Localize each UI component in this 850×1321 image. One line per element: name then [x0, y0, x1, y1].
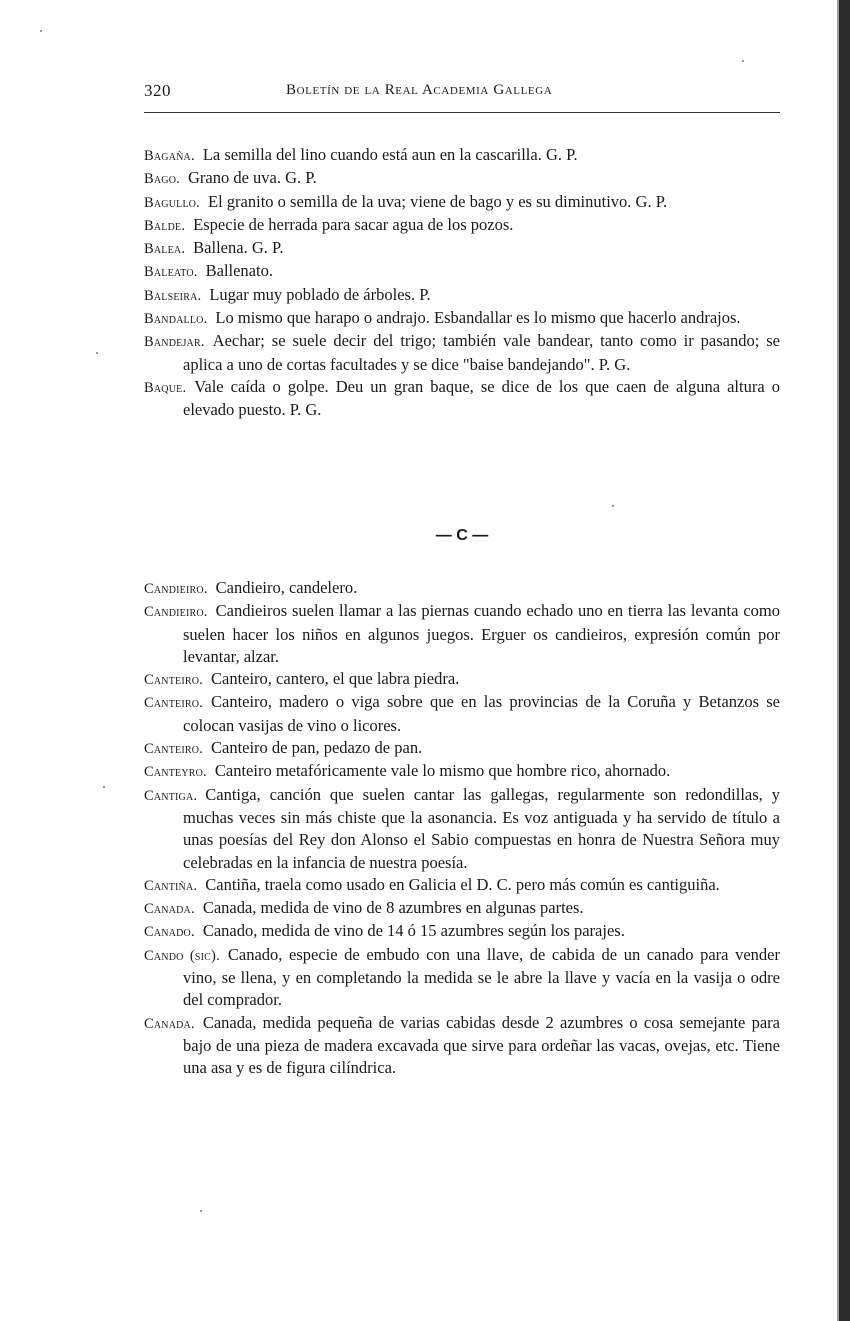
dictionary-entry [144, 330, 780, 376]
entry-definition: Canada, medida de vino de 8 azumbres en algunas partes. [202, 898, 584, 918]
dictionary-entry [144, 191, 780, 214]
entry-headword: Bandallo. [144, 311, 208, 328]
section-c-entries [144, 577, 780, 1080]
page-edge [839, 0, 850, 1321]
entry-definition: Lo mismo que harapo o andrajo. Esbandallar es lo mismo que hacerlo andrajos. [215, 308, 741, 328]
entry-headword: Balde. [144, 217, 186, 234]
entry-definition: Canada, medida pequeña de varias cabidas desde 2 azumbres o cosa semejante para bajo de una pieza de madera excavada que sirve para ordeñar las vacas, ovejas, etc. Tiene una asa y es de figura cilíndrica. [183, 1012, 780, 1078]
entry-definition: Canteiro, madero o viga sobre que en las provincias de la Coruña y Betanzos se colocan vasijas de vino o licores. [183, 692, 780, 735]
entry-headword: Bago. [144, 171, 180, 188]
dictionary-entry [144, 284, 780, 307]
entry-definition: Canteiro metafóricamente vale lo mismo que hombre rico, ahornado. [214, 761, 671, 781]
entry-headword: Canteyro. [144, 764, 207, 781]
entry-headword: Baque. [144, 379, 187, 396]
page-header [144, 81, 780, 105]
entry-headword: Bagullo. [144, 194, 200, 211]
dictionary-entry [144, 144, 780, 167]
entry-definition: Vale caída o golpe. Deu un gran baque, se dice de los que caen de alguna altura o elevado puesto. P. G. [183, 376, 780, 420]
entry-definition: Candieiro, candelero. [215, 578, 358, 597]
dictionary-entry [144, 260, 780, 283]
entry-definition: Grano de uva. G. P. [187, 168, 317, 188]
entry-definition: Canteiro de pan, pedazo de pan. [210, 738, 423, 758]
scan-speck [103, 786, 105, 788]
entry-definition: Canado, medida de vino de 14 ó 15 azumbres según los parajes. [202, 921, 625, 941]
entry-headword: Bandejar. [144, 334, 205, 351]
dictionary-entry [144, 577, 780, 600]
scan-speck [612, 505, 614, 507]
entry-definition: Ballena. G. P. [193, 238, 284, 258]
entry-headword: Baleato. [144, 264, 198, 281]
entry-headword: Candieiro. [144, 581, 208, 597]
page-edge-shadow [837, 0, 839, 1321]
entry-headword: Candieiro. [144, 604, 208, 621]
dictionary-entry [144, 600, 780, 668]
entry-definition: Cantiga, canción que suelen cantar las gallegas, regularmente son redondillas, y muchas veces sin más chiste que la asonancia. Es voz antiguada y ha servido de título a unas poesías del Rey don Alonso el Sabio compuestas en honra de Nuestra Señora muy celebradas en la infancia de nuestra poesía. [183, 784, 780, 872]
scan-speck [96, 352, 98, 354]
dictionary-entry [144, 897, 780, 920]
entry-definition: Aechar; se suele decir del trigo; también vale bandear, tanto como ir pasando; se aplica a uno de cortas facultades y se dice "baise bandejando". P. G. [183, 331, 780, 374]
scan-speck [40, 30, 42, 32]
dictionary-entry [144, 167, 780, 190]
dictionary-entry [144, 874, 780, 897]
entry-headword: Canteiro. [144, 741, 203, 758]
entry-headword: Bagaña. [144, 148, 195, 164]
dictionary-entry [144, 1012, 780, 1080]
dictionary-entry [144, 307, 780, 330]
running-title: Boletín de la Real Academia Gallega [286, 82, 553, 98]
entry-definition: Canado, especie de embudo con una llave, de cabida de un canado para vender vino, se llena, y en completando la medida se le abre la llave y vacía en la vasija o odre del comprador. [183, 944, 780, 1010]
entry-definition: Especie de herrada para sacar agua de los pozos. [193, 214, 514, 234]
entry-headword: Canteiro. [144, 695, 203, 712]
entry-definition: Ballenato. [205, 261, 273, 281]
entry-headword: Cando (sic). [144, 947, 220, 964]
entry-headword: Canteiro. [144, 672, 203, 689]
section-heading-c: — C — [435, 527, 489, 544]
entry-definition: Cantiña, traela como usado en Galicia el D. C. pero más común es cantiguiña. [205, 874, 720, 894]
entry-definition: Lugar muy poblado de árboles. P. [209, 284, 431, 304]
dictionary-entry [144, 668, 780, 691]
dictionary-entry [144, 920, 780, 943]
entry-definition: Canteiro, cantero, el que labra piedra. [210, 669, 460, 689]
dictionary-entry [144, 691, 780, 737]
dictionary-entry [144, 214, 780, 237]
entry-headword: Cantiga. [144, 787, 198, 804]
entry-headword: Canado. [144, 924, 195, 941]
entry-headword: Balea. [144, 241, 186, 258]
entry-definition: La semilla del lino cuando está aun en la cascarilla. G. P. [202, 145, 578, 164]
dictionary-entry [144, 376, 780, 422]
dictionary-entry [144, 737, 780, 760]
scan-speck [200, 1210, 202, 1212]
entry-headword: Canada. [144, 1015, 195, 1032]
section-b-entries [144, 144, 780, 422]
header-rule [144, 112, 780, 113]
dictionary-entry [144, 944, 780, 1012]
entry-headword: Balseira. [144, 287, 202, 304]
dictionary-entry [144, 237, 780, 260]
entry-headword: Cantiña. [144, 877, 198, 894]
scan-speck [742, 60, 744, 62]
entry-headword: Canada. [144, 901, 195, 918]
page-number: 320 [144, 81, 171, 100]
dictionary-entry [144, 760, 780, 783]
entry-definition: Candieiros suelen llamar a las piernas cuando echado uno en tierra las levanta como suelen hacer los niños en algunos juegos. Erguer os candieiros, expresión común por levantar, alzar. [183, 601, 780, 666]
dictionary-entry [144, 784, 780, 874]
entry-definition: El granito o semilla de la uva; viene de bago y es su diminutivo. G. P. [208, 191, 668, 211]
